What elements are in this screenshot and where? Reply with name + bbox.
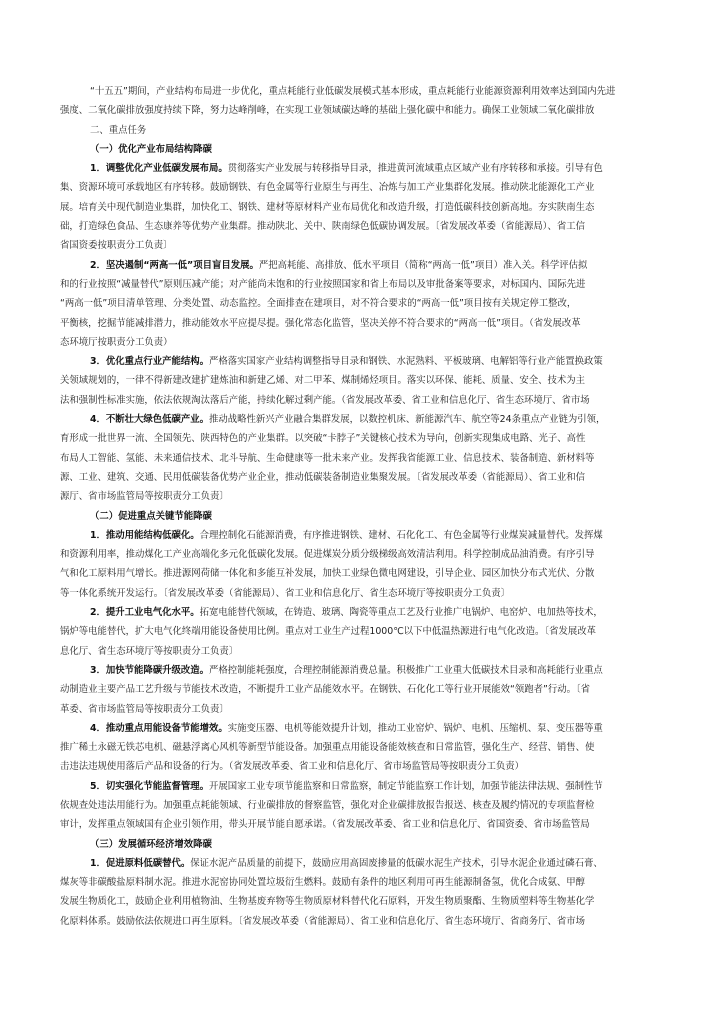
line-text: 法和强制性标准实施，依法依规淘汰落后产能，持续化解过剩产能。（省发展改革委、省工业和信息化厅、省生态环境厅、省市场: [60, 394, 590, 406]
text-line: [60, 815, 724, 834]
line-text: 等一体化系统开发运行。〔省发展改革委（省能源局）、省工业和信息化厅、省生态环境厅等按职责分工负责〕: [60, 587, 510, 599]
text-line: [60, 294, 724, 313]
line-text: 击违法违规使用落后产品和设备的行为。（省发展改革委、省工业和信息化厅、省市场监管局等按职责分工负责）: [60, 761, 525, 773]
line-text: 推广稀土永磁无铁芯电机、磁悬浮离心风机等新型节能设备。加强重点用能设备能效核查和日常监管，强化生产、经营、销售、使: [60, 742, 595, 754]
line-text: 二、重点任务: [90, 124, 147, 136]
line-text: 省国资委按职责分工负责〕: [60, 240, 173, 252]
line-text: 平衡核，挖掘节能减排潜力，推动能效水平应提尽提。强化常态化监管，坚决关停不符合要求的“两高一低”项目。（省发展改革: [60, 317, 581, 329]
bold-heading: 3．加快节能降碳升级改造。: [90, 664, 210, 676]
line-text: 动制造业主要产品工艺升级与节能技术改造，不断提升工业产品能效水平。在钢铁、石化化工等行业开展能效“领跑者”行动。〔省: [60, 684, 591, 696]
bold-heading: 4．不断壮大绿色低碳产业。: [90, 414, 210, 426]
text-line: [60, 275, 724, 294]
text-line: [60, 468, 724, 487]
text-line: [60, 873, 724, 892]
text-line: [60, 622, 724, 641]
text-line: [60, 449, 724, 468]
text-line: [60, 526, 724, 545]
bold-heading: 1．推动用能结构低碳化。: [90, 529, 200, 541]
bold-heading: 2．坚决遏制“两高一低”项目盲目发展。: [90, 259, 259, 271]
text-line: [60, 796, 724, 815]
text-line: [60, 912, 724, 931]
line-text: 严格落实国家产业结构调整指导目录和钢铁、水泥熟料、平板玻璃、电解铝等行业产能置换政策: [209, 356, 603, 368]
text-line: [60, 777, 724, 796]
text-line: [60, 584, 724, 603]
text-line: [60, 738, 724, 757]
text-line: [60, 82, 724, 101]
bold-heading: （一）优化产业布局结构降碳: [90, 143, 212, 155]
text-line: [60, 314, 724, 333]
line-text: 依规查处违法用能行为。加强重点耗能领域、行业碳排放的督察监管，强化对企业碳排放报告报送、核查及履约情况的专项监督检: [60, 799, 595, 811]
text-line: [60, 101, 724, 120]
text-line: [60, 642, 724, 661]
bold-heading: 5．切实强化节能监督管理。: [90, 780, 210, 792]
text-line: [60, 700, 724, 719]
line-text: “两高一低”项目清单管理、分类处置、动态监控。全面排查在建项目，对不符合要求的“两高一低”项目按有关规定停工整改，: [60, 298, 577, 310]
text-line: [60, 854, 724, 873]
bold-heading: （三）发展循环经济增效降碳: [90, 838, 212, 850]
text-line: [60, 719, 724, 738]
line-text: 发展生物质化工，鼓励企业利用植物油、生物基废弃物等生物质原材料替代化石原料，开发生物质聚酯、生物质塑料等生物基化学: [60, 896, 595, 908]
line-text: 合理控制化石能源消费，有序推进钢铁、建材、石化化工、有色金属等行业煤炭减量替代。发挥煤: [199, 529, 603, 541]
line-text: 强度、二氧化碳排放强度持续下降，努力达峰削峰，在实现工业领域碳达峰的基础上强化碳中和能力。确保工业领域二氧化碳排放: [60, 105, 595, 117]
text-line: [60, 757, 724, 776]
line-text: “十五五”期间，产业结构布局进一步优化，重点耗能行业低碳发展模式基本形成，重点耗能行业能源资源利用效率达到国内先进: [90, 86, 616, 97]
bold-heading: 1．调整优化产业低碳发展布局。: [90, 163, 228, 175]
line-text: 拓宽电能替代领域，在铸造、玻璃、陶瓷等重点工艺及行业推广电锅炉、电窑炉、电加热等技术，: [199, 607, 603, 619]
line-text: 气和化工原料用气增长。推进源网荷储一体化和多能互补发展，加快工业绿色微电网建设，引导企业、园区加快分布式光伏、分散: [60, 568, 595, 580]
line-text: 息化厅、省生态环境厅等按职责分工负责〕: [60, 645, 239, 657]
bold-heading: （二）促进重点关键节能降碳: [90, 510, 212, 522]
line-text: 实施变压器、电机等能效提升计划，推动工业窑炉、锅炉、电机、压缩机、泵、变压器等重: [227, 722, 603, 734]
line-text: 育形成一批世界一流、全国领先、陕西特色的产业集群。以突破“卡脖子”关键核心技术为导向，创新实现集成电路、光子、高性: [60, 433, 586, 445]
text-line: [60, 256, 724, 275]
text-line: [60, 121, 724, 140]
line-text: 集、资源环境可承载地区有序转移。鼓励钢铁、有色金属等行业原生与再生、冶炼与加工产业集群化发展。推动陕北能源化工产业: [60, 182, 595, 194]
line-text: 关领域规划的，一律不得新建改建扩建炼油和新建乙烯、对二甲苯、煤制烯烃项目。落实以环保、能耗、质量、安全、技术为主: [60, 375, 586, 387]
text-line: [60, 333, 724, 352]
bold-heading: 4．推动重点用能设备节能增效。: [90, 722, 228, 734]
line-text: 严格控制能耗强度，合理控制能源消费总量。积极推广工业重大低碳技术目录和高耗能行业重点: [209, 664, 603, 676]
line-text: 保证水泥产品质量的前提下，鼓励应用高固废掺量的低碳水泥生产技术，引导水泥企业通过磷石膏、: [190, 857, 603, 869]
bold-heading: 2．提升工业电气化水平。: [90, 607, 200, 619]
text-line: [60, 352, 724, 371]
text-line: [60, 236, 724, 255]
line-text: 推动战略性新兴产业融合集群发展，以数控机床、新能源汽车、航空等24条重点产业链为引领，: [209, 414, 606, 426]
line-text: 煤灰等非碳酸盐原料制水泥。推进水泥窑协同处置垃圾衍生燃料。鼓励有条件的地区利用可再生能源制备氢，优化合成氨、甲醇: [60, 877, 586, 889]
line-text: 和资源利用率，推动煤化工产业高端化多元化低碳化发展。促进煤炭分质分级梯级高效清洁利用。科学控制成品油消费。有序引导: [60, 549, 595, 561]
line-text: 布局人工智能、氢能、未来通信技术、北斗导航、生命健康等一批未来产业。发挥我省能源工业、信息技术、装备制造、新材料等: [60, 452, 595, 464]
text-line: [60, 178, 724, 197]
line-text: 础，打造绿色食品、生态康养等优势产业集群。推动陕北、关中、陕南绿色低碳协调发展。〔省发展改革委（省能源局）、省工信: [60, 221, 585, 233]
text-line: [60, 545, 724, 564]
text-line: [60, 217, 724, 236]
text-line: [60, 661, 724, 680]
text-line: [60, 140, 724, 159]
line-text: 开展国家工业专项节能监察和日常监察，制定节能监察工作计划，加强节能法律法规、强制性节: [209, 780, 603, 792]
text-line: [60, 680, 724, 699]
line-text: 源厅、省市场监管局等按职责分工负责〕: [60, 491, 229, 503]
text-line: [60, 159, 724, 178]
line-text: 源、工业、建筑、交通、民用低碳装备优势产业企业，推动低碳装备制造业集聚发展。〔省发展改革委（省能源局）、省工业和信: [60, 471, 585, 483]
text-line: [60, 198, 724, 217]
document-body: [60, 82, 724, 931]
text-line: [60, 835, 724, 854]
text-line: [60, 507, 724, 526]
line-text: 化原料体系。鼓励依法依规进口再生原料。〔省发展改革委（省能源局）、省工业和信息化厅、省生态环境厅、省商务厅、省市场: [60, 915, 585, 927]
bold-heading: 1．促进原料低碳替代。: [90, 857, 191, 869]
text-line: [60, 429, 724, 448]
text-line: [60, 487, 724, 506]
line-text: 锅炉等电能替代，扩大电气化终端用能设备使用比例。重点对工业生产过程1000℃以下中低温热源进行电气化改造。〔省发展改革: [60, 626, 596, 638]
line-text: 革委、省市场监管局等按职责分工负责〕: [60, 703, 229, 715]
text-line: [60, 391, 724, 410]
line-text: 严把高耗能、高排放、低水平项目（简称“两高一低”项目）准入关。科学评估拟: [258, 259, 588, 271]
line-text: 态环境厅按职责分工负责）: [60, 336, 173, 348]
text-line: [60, 410, 724, 429]
bold-heading: 3．优化重点行业产能结构。: [90, 356, 210, 368]
line-text: 和的行业按照“减量替代”原则压减产能；对产能尚未饱和的行业按照国家和省上布局以及审批备案等要求，对标国内、国际先进: [60, 278, 586, 290]
line-text: 审计，发挥重点领域国有企业引领作用，带头开展节能自愿承诺。（省发展改革委、省工业和信息化厅、省国资委、省市场监管局: [60, 819, 590, 831]
text-line: [60, 564, 724, 583]
text-line: [60, 892, 724, 911]
line-text: 贯彻落实产业发展与转移指导目录，推进黄河流域重点区域产业有序转移和承接。引导有色: [227, 163, 603, 175]
line-text: 展。培育关中现代制造业集群，加快化工、钢铁、建材等原材料产业布局优化和改造升级，打造低碳科技创新高地。夯实陕南生态: [60, 201, 595, 213]
text-line: [60, 371, 724, 390]
text-line: [60, 603, 724, 622]
